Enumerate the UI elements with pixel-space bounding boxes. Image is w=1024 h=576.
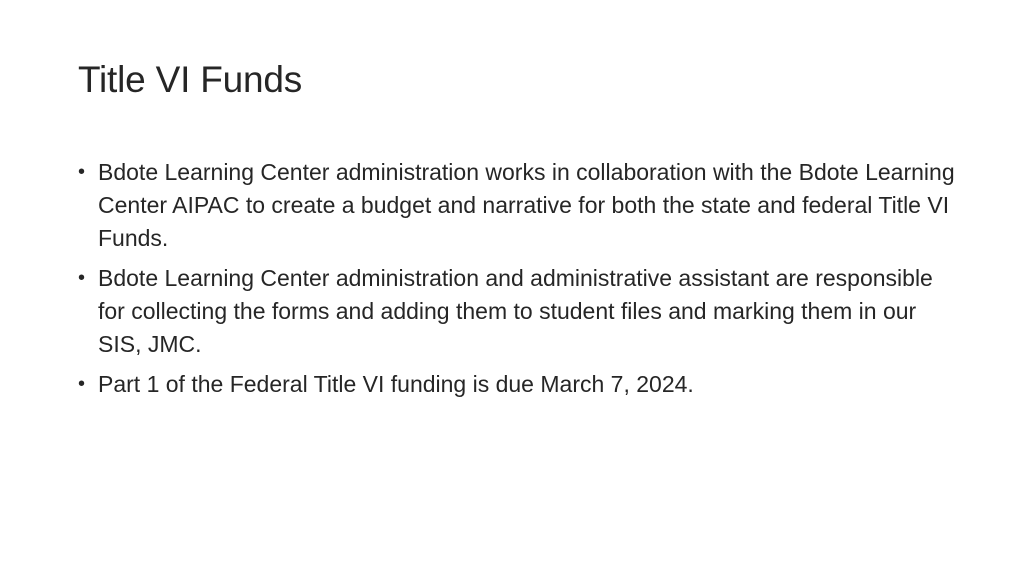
bullet-item <box>78 368 958 401</box>
bullet-list <box>78 156 958 408</box>
bullet-item <box>78 156 958 255</box>
bullet-item <box>78 262 958 361</box>
slide-title: Title VI Funds <box>78 59 303 100</box>
bullet-icon: • <box>78 373 86 395</box>
bullet-icon: • <box>78 267 86 289</box>
bullet-icon: • <box>78 161 86 183</box>
bullet-text: Part 1 of the Federal Title VI funding is due March 7, 2024. <box>98 371 694 397</box>
bullet-text: Bdote Learning Center administration works in collaboration with the Bdote Learning Center AIPAC to create a budget and narrative for both the state and federal Title VI Funds. <box>98 159 955 251</box>
bullet-text: Bdote Learning Center administration and administrative assistant are responsible for collecting the forms and adding them to student files and marking them in our SIS, JMC. <box>98 265 933 357</box>
